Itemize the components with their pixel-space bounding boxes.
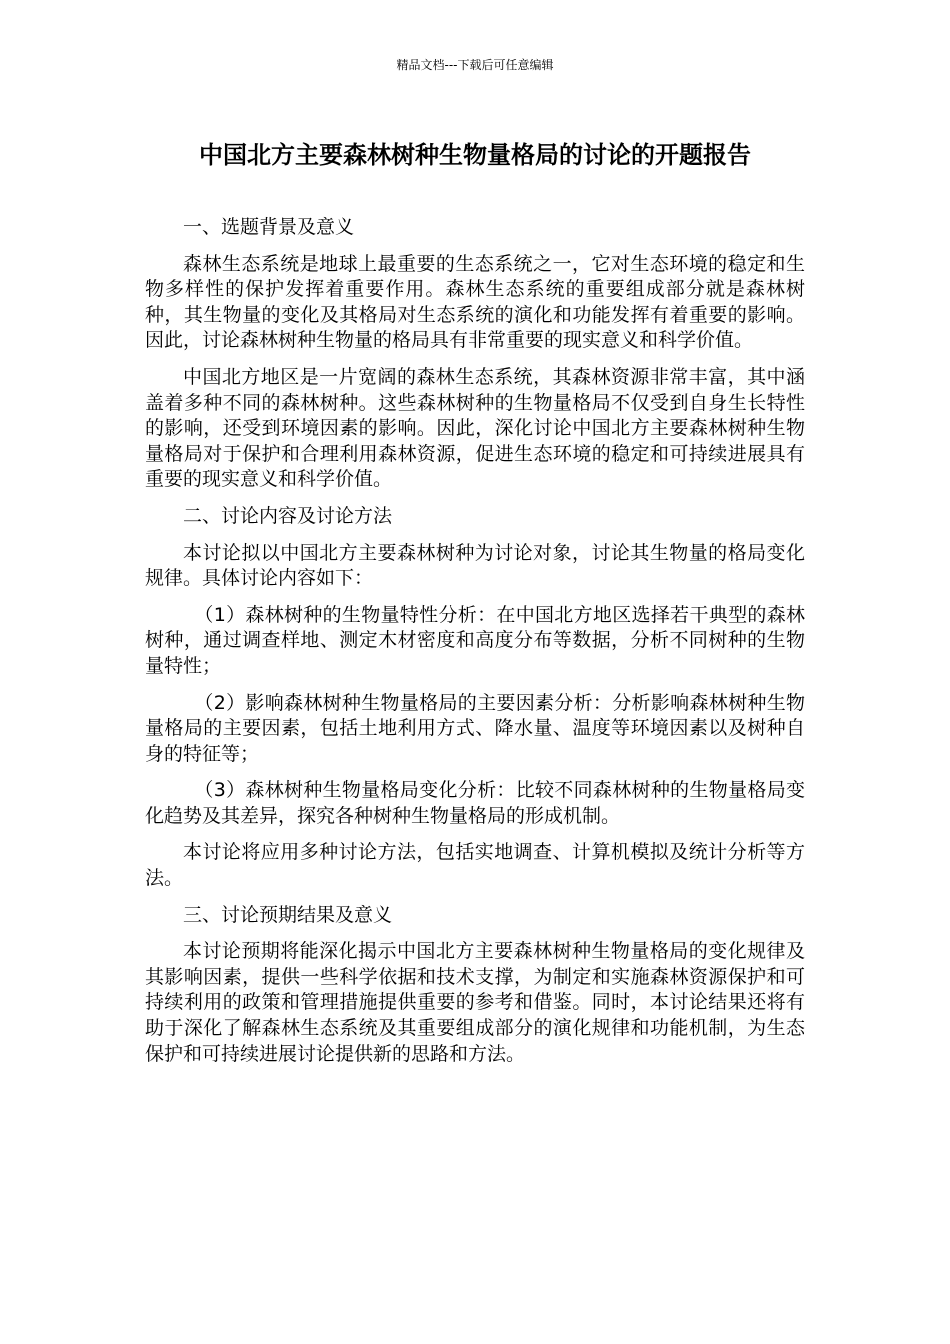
page-header: 精品文档---下载后可任意编辑 xyxy=(396,58,554,72)
body-paragraph: 森林生态系统是地球上最重要的生态系统之一，它对生态环境的稳定和生物多样性的保护发挥着重要作用。森林生态系统的重要组成部分就是森林树种，其生物量的变化及其格局对生态系统的演化和功能发挥有着重要的影响。因此，讨论森林树种生物量的格局具有非常重要的现实意义和科学价值。 xyxy=(145,252,805,352)
body-paragraph: 本讨论预期将能深化揭示中国北方主要森林树种生物量格局的变化规律及其影响因素，提供一些科学依据和技术支撑，为制定和实施森林资源保护和可持续利用的政策和管理措施提供重要的参考和借鉴。同时，本讨论结果还将有助于深化了解森林生态系统及其重要组成部分的演化规律和功能机制，为生态保护和可持续进展讨论提供新的思路和方法。 xyxy=(145,940,805,1065)
list-item: （2）影响森林树种生物量格局的主要因素分析：分析影响森林树种生物量格局的主要因素，包括土地利用方式、降水量、温度等环境因素以及树种自身的特征等； xyxy=(145,691,805,765)
section-heading-background: 一、选题背景及意义 xyxy=(183,216,355,238)
section-heading-content-methods: 二、讨论内容及讨论方法 xyxy=(183,504,393,527)
list-item: （1）森林树种的生物量特性分析：在中国北方地区选择若干典型的森林树种，通过调查样地、测定木材密度和高度分布等数据，分析不同树种的生物量特性； xyxy=(145,603,805,677)
body-paragraph: 本讨论拟以中国北方主要森林树种为讨论对象，讨论其生物量的格局变化规律。具体讨论内容如下： xyxy=(145,541,805,590)
section-heading-expected-results: 三、讨论预期结果及意义 xyxy=(183,903,393,926)
body-paragraph: 本讨论将应用多种讨论方法，包括实地调查、计算机模拟及统计分析等方法。 xyxy=(145,841,805,890)
body-paragraph: 中国北方地区是一片宽阔的森林生态系统，其森林资源非常丰富，其中涵盖着多种不同的森林树种。这些森林树种的生物量格局不仅受到自身生长特性的影响，还受到环境因素的影响。因此，深化讨论中国北方主要森林树种生物量格局对于保护和合理利用森林资源，促进生态环境的稳定和可持续进展具有重要的现实意义和科学价值。 xyxy=(145,365,805,491)
document-title: 中国北方主要森林树种生物量格局的讨论的开题报告 xyxy=(199,141,751,169)
document-body xyxy=(145,215,805,1078)
list-item: （3）森林树种生物量格局变化分析：比较不同森林树种的生物量格局变化趋势及其差异，探究各种树种生物量格局的形成机制。 xyxy=(145,779,805,827)
